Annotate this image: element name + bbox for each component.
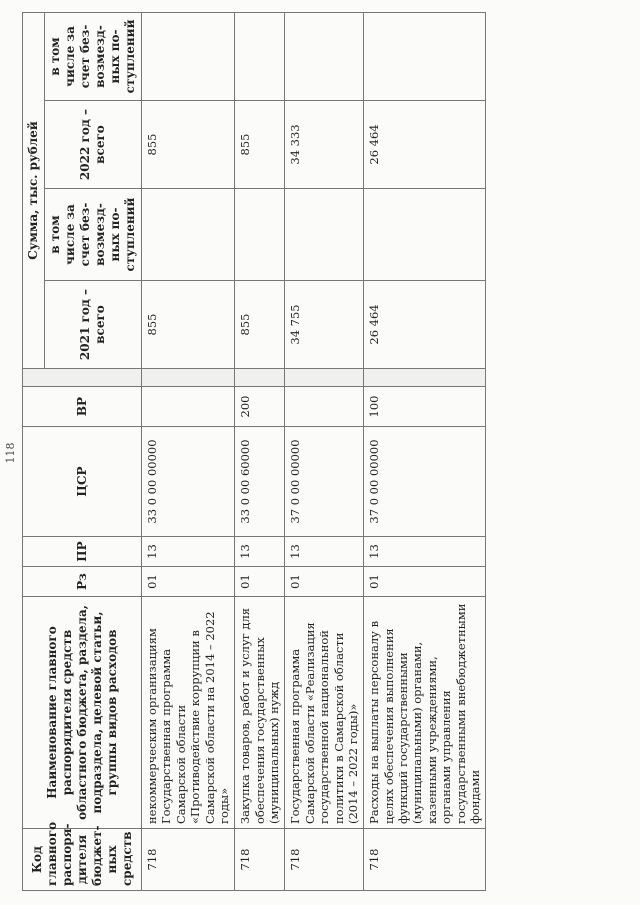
cell-code: 718 (235, 828, 285, 890)
cell-2022-incl (142, 12, 235, 100)
cell-code: 718 (285, 828, 364, 890)
cell-spacer (364, 368, 486, 386)
header-2022-total: 2022 год – всего (45, 100, 142, 188)
cell-spacer (142, 368, 235, 386)
cell-name: Закупка товаров, работ и услуг для обеспечения государственных (муниципальных) нужд (235, 596, 285, 828)
cell-2021-incl (364, 188, 486, 280)
cell-vr (142, 386, 235, 426)
cell-2021-total: 26 464 (364, 280, 486, 368)
cell-pr: 13 (235, 536, 285, 566)
table-row (364, 12, 486, 890)
header-2021-total: 2021 год – всего (45, 280, 142, 368)
cell-name: Расходы на выплаты персоналу в целях обеспечения выполнения функций государственными (муниципальными) органами, казенными учреждениями, органами управления государственными внебюджетными фондами (364, 596, 486, 828)
cell-2021-total: 34 755 (285, 280, 364, 368)
cell-spacer (235, 368, 285, 386)
cell-2022-incl (364, 12, 486, 100)
cell-vr (285, 386, 364, 426)
cell-spacer (285, 368, 364, 386)
cell-2022-total: 855 (235, 100, 285, 188)
rotated-content (4, 3, 630, 903)
header-2022-incl: в том числе за счет без-возмезд-ных по-ступлений (45, 12, 142, 100)
table-row (285, 12, 364, 890)
cell-2021-incl (235, 188, 285, 280)
cell-2022-total: 26 464 (364, 100, 486, 188)
cell-rz: 01 (364, 566, 486, 596)
cell-csr: 33 0 00 00000 (142, 426, 235, 536)
cell-rz: 01 (142, 566, 235, 596)
header-pr: ПР (23, 536, 142, 566)
cell-vr: 100 (364, 386, 486, 426)
header-csr: ЦСР (23, 426, 142, 536)
cell-rz: 01 (235, 566, 285, 596)
cell-csr: 37 0 00 00000 (364, 426, 486, 536)
cell-csr: 33 0 00 60000 (235, 426, 285, 536)
header-name: Наименование главного распорядителя средств областного бюджета, раздела, подраздела, целевой статьи, группы видов расходов (23, 596, 142, 828)
cell-name: некоммерческим организациям Государственная программа Самарской области «Противодействие коррупции в Самарской области на 2014 – 2022 годы» (142, 596, 235, 828)
cell-2021-incl (142, 188, 235, 280)
cell-pr: 13 (142, 536, 235, 566)
cell-2022-total: 34 333 (285, 100, 364, 188)
header-vr: ВР (23, 386, 142, 426)
table-row (142, 12, 235, 890)
cell-rz: 01 (285, 566, 364, 596)
page-number: 118 (4, 442, 17, 463)
header-code: Код главного распоря-дителя бюджет-ных средств (23, 828, 142, 890)
header-2021-incl: в том числе за счет без-возмезд-ных по-ступлений (45, 188, 142, 280)
header-rz: Рз (23, 566, 142, 596)
cell-2021-total: 855 (235, 280, 285, 368)
budget-table (22, 11, 486, 890)
header-spacer (23, 368, 142, 386)
table-row (235, 12, 285, 890)
cell-2021-incl (285, 188, 364, 280)
cell-code: 718 (142, 828, 235, 890)
header-sum-group: Сумма, тыс. рублей (23, 12, 45, 368)
cell-vr: 200 (235, 386, 285, 426)
cell-2022-total: 855 (142, 100, 235, 188)
cell-pr: 13 (364, 536, 486, 566)
cell-code: 718 (364, 828, 486, 890)
cell-name: Государственная программа Самарской области «Реализация государственной национальной политики в Самарской области (2014 – 2022 годы)» (285, 596, 364, 828)
cell-2022-incl (235, 12, 285, 100)
cell-2022-incl (285, 12, 364, 100)
cell-csr: 37 0 00 00000 (285, 426, 364, 536)
cell-pr: 13 (285, 536, 364, 566)
cell-2021-total: 855 (142, 280, 235, 368)
